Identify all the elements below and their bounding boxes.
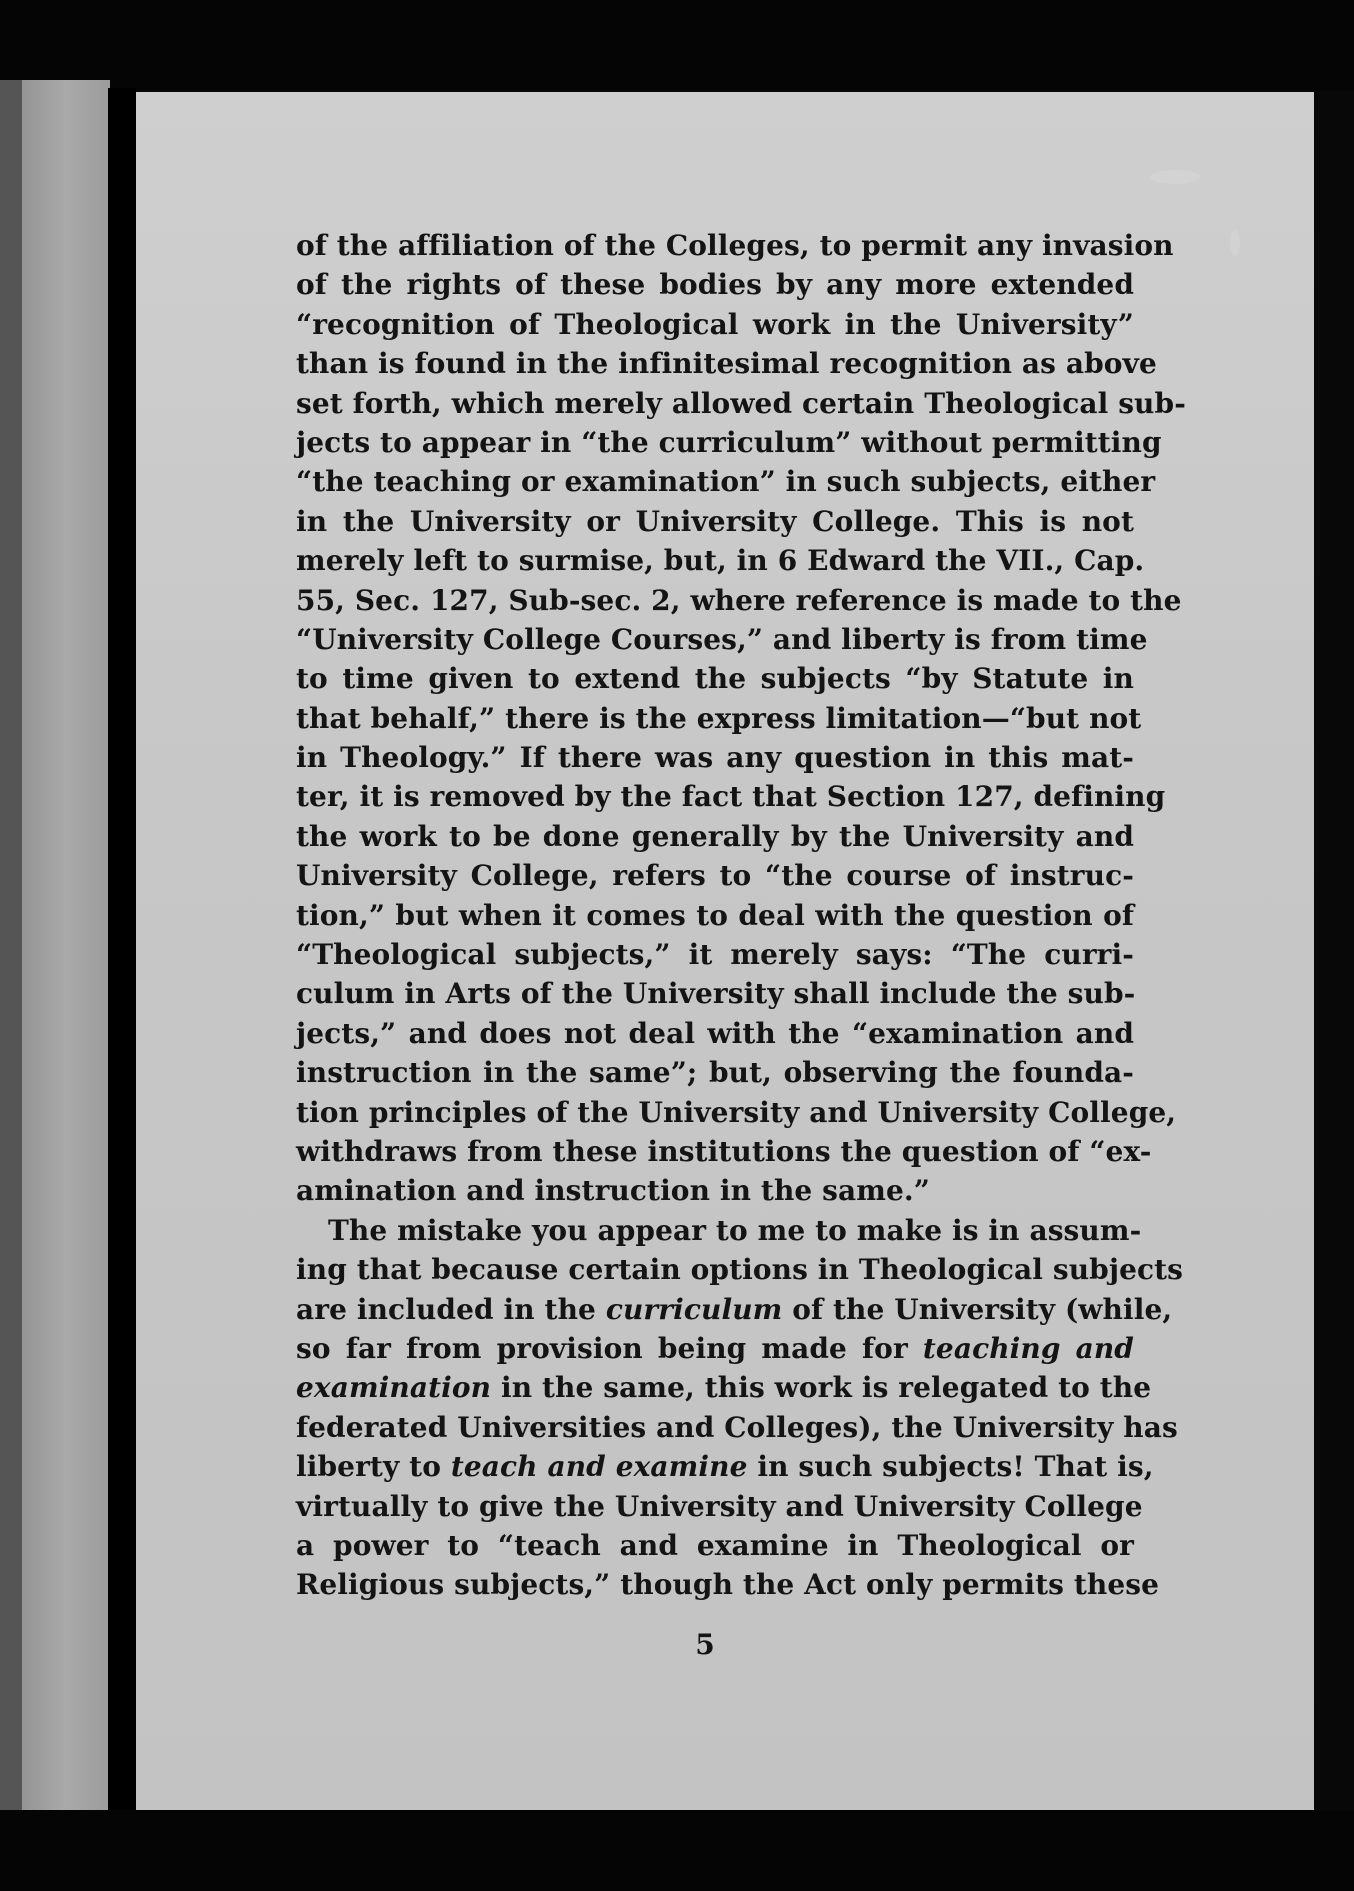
text-line: jects,” and does not deal with the “examination and <box>296 1016 1134 1050</box>
text-run: are included in the <box>296 1292 606 1326</box>
text-line: instruction in the same”; but, observing the founda- <box>296 1056 1134 1090</box>
text-line: “Theological subjects,” it merely says: “The curri- <box>296 938 1134 972</box>
text-line: of the affiliation of the Colleges, to permit any invasion <box>296 229 1174 262</box>
text-line <box>296 1368 1152 1407</box>
text-line: ing that because certain options in Theological subjects <box>296 1253 1184 1287</box>
text-line: federated Universities and Colleges), the University has <box>296 1410 1178 1444</box>
text-line: set forth, which merely allowed certain Theological sub- <box>296 386 1186 420</box>
scan-top-border <box>0 0 1354 90</box>
text-line: merely left to surmise, but, in 6 Edward the VII., Cap. <box>296 544 1145 578</box>
text-run: in such subjects! That is, <box>747 1450 1154 1484</box>
text-line: of the rights of these bodies by any more extended <box>296 268 1134 302</box>
text-line: amination and instruction in the same.” <box>296 1174 930 1208</box>
text-line: culum in Arts of the University shall include the sub- <box>296 977 1136 1011</box>
text-line: a power to “teach and examine in Theological or <box>296 1528 1134 1562</box>
text-line: jects to appear in “the curriculum” without permitting <box>296 425 1162 459</box>
text-line: The mistake you appear to me to make is in assum- <box>328 1213 1142 1247</box>
text-line <box>296 1329 1134 1368</box>
text-line: virtually to give the University and University College <box>296 1489 1143 1523</box>
text-line: in the University or University College. This is not <box>296 504 1134 538</box>
scan-bottom-border <box>0 1810 1354 1891</box>
emphasis-text: teach and examine <box>450 1450 748 1484</box>
text-line: Religious subjects,” though the Act only permits these <box>296 1568 1160 1602</box>
paragraph-1 <box>296 226 1186 1211</box>
text-line: than is found in the infinitesimal recognition as above <box>296 347 1157 381</box>
text-line: ter, it is removed by the fact that Section 127, defining <box>296 780 1166 814</box>
body-text <box>296 226 1186 1605</box>
text-run: in the same, this work is relegated to the <box>491 1371 1152 1405</box>
text-line: in Theology.” If there was any question in this mat- <box>296 741 1134 775</box>
text-line: to time given to extend the subjects “by Statute in <box>296 662 1134 696</box>
text-line: University College, refers to “the course of instruc- <box>296 859 1134 893</box>
text-line: “the teaching or examination” in such subjects, either <box>296 465 1156 499</box>
book-gutter <box>108 88 136 1813</box>
text-line: that behalf,” there is the express limitation—“but not <box>296 701 1142 735</box>
emphasis-text: examination <box>296 1371 492 1405</box>
paragraph-2 <box>296 1211 1184 1605</box>
paper-blemish <box>1230 230 1240 256</box>
paper-blemish <box>1150 170 1200 184</box>
text-run: so far from provision being made for <box>296 1331 923 1365</box>
text-line <box>296 1447 1154 1486</box>
text-run: of the University (while, <box>782 1292 1173 1326</box>
text-line: tion principles of the University and University College, <box>296 1095 1177 1129</box>
text-run: liberty to <box>296 1450 451 1484</box>
text-line: withdraws from these institutions the question of “ex- <box>296 1134 1152 1168</box>
text-line: the work to be done generally by the University and <box>296 819 1134 853</box>
emphasis-text: curriculum <box>605 1292 783 1326</box>
text-line: tion,” but when it comes to deal with the question of <box>296 898 1134 932</box>
text-line: “University College Courses,” and liberty is from time <box>296 622 1148 656</box>
page-number: 5 <box>695 1628 715 1661</box>
text-line: “recognition of Theological work in the University” <box>296 307 1134 341</box>
text-line <box>296 1290 1173 1329</box>
text-line: 55, Sec. 127, Sub-sec. 2, where reference is made to the <box>296 583 1182 617</box>
emphasis-text: teaching and <box>922 1331 1134 1365</box>
facing-page-shadow <box>0 80 22 1810</box>
